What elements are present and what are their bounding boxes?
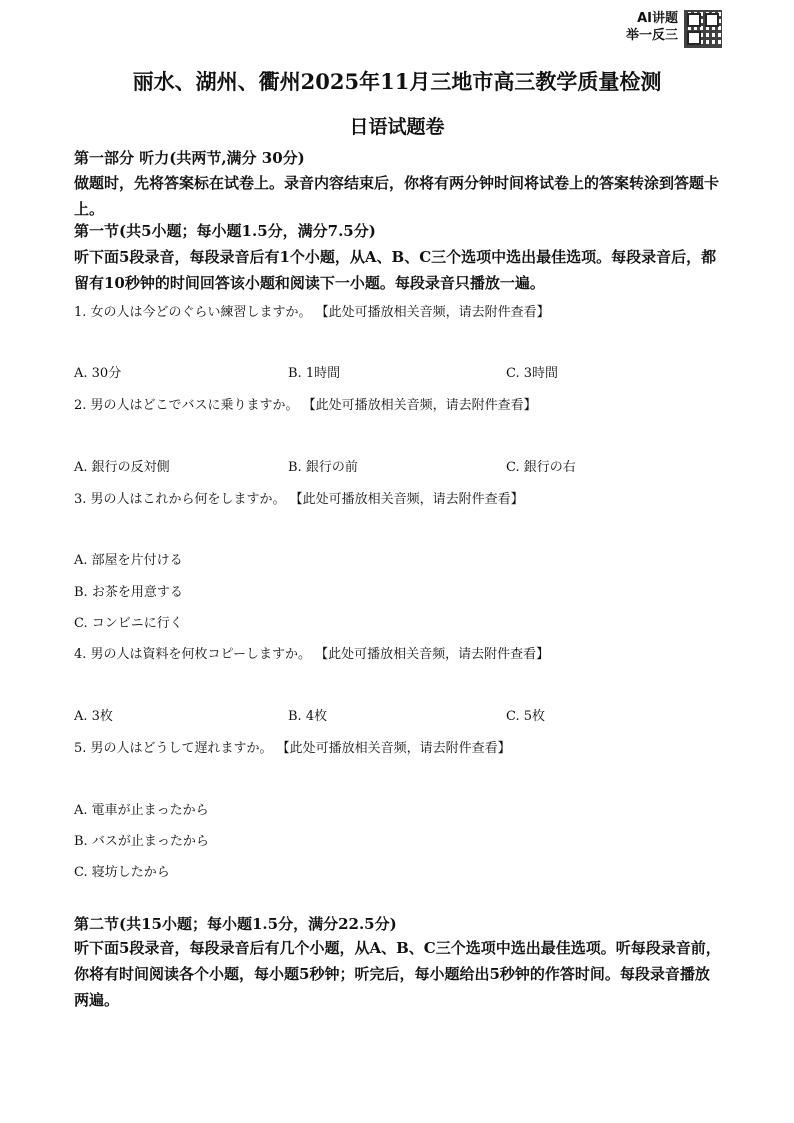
- q1-option-c: C. 3時間: [506, 366, 559, 381]
- q3-option-b: B. お茶を用意する: [74, 585, 183, 600]
- question-4: 4. 男の人は資料を何枚コピーしますか。 【此处可播放相关音频，请去附件查看】: [74, 647, 550, 662]
- q4-option-a: A. 3枚: [74, 709, 113, 724]
- question-1: 1. 女の人は今どのぐらい練習しますか。 【此处可播放相关音频，请去附件查看】: [74, 305, 550, 320]
- q5-option-c: C. 寝坊したから: [74, 865, 170, 880]
- q1-option-a: A. 30分: [74, 366, 122, 381]
- section1-heading: 第一节(共5小题；每小题1.5分，满分7.5分): [74, 222, 376, 240]
- q5-option-a: A. 電車が止まったから: [74, 803, 209, 818]
- q3-option-c: C. コンビニに行く: [74, 616, 183, 631]
- badge-label: [614, 10, 678, 44]
- q2-option-c: C. 銀行の右: [506, 460, 576, 475]
- q2-option-b: B. 銀行の前: [288, 460, 358, 475]
- q1-option-b: B. 1時間: [288, 366, 341, 381]
- q5-option-b: B. バスが止まったから: [74, 834, 209, 849]
- q4-option-c: C. 5枚: [506, 709, 546, 724]
- badge-line1: AI讲题: [637, 11, 678, 26]
- q4-option-b: B. 4枚: [288, 709, 328, 724]
- part1-heading: 第一部分 听力(共两节,满分 30分): [74, 149, 305, 167]
- section2-instruction: 听下面5段录音，每段录音后有几个小题，从A、B、C三个选项中选出最佳选项。听每段录音前，你将有时间阅读各个小题，每小题5秒钟；听完后，每小题给出5秒钟的作答时间。每段录音播放两遍。: [74, 939, 721, 1009]
- question-2: 2. 男の人はどこでバスに乗りますか。 【此处可播放相关音频，请去附件查看】: [74, 398, 537, 413]
- q2-option-a: A. 銀行の反対側: [74, 460, 170, 475]
- section1-instruction: 听下面5段录音，每段录音后有1个小题，从A、B、C三个选项中选出最佳选项。每段录音后，都留有10秒钟的时间回答该小题和阅读下一小题。每段录音只播放一遍。: [74, 248, 717, 292]
- question-5: 5. 男の人はどうして遅れますか。 【此处可播放相关音频，请去附件查看】: [74, 741, 511, 756]
- page-title: 丽水、湖州、衢州2025年11月三地市高三教学质量检测: [132, 69, 662, 94]
- section2-heading: 第二节(共15小题；每小题1.5分，满分22.5分): [74, 915, 397, 933]
- badge-line2: 举一反三: [625, 28, 678, 43]
- qr-code-icon[interactable]: [684, 10, 722, 48]
- q3-option-a: A. 部屋を片付ける: [74, 553, 183, 568]
- question-3: 3. 男の人はこれから何をしますか。 【此处可播放相关音频，请去附件查看】: [74, 492, 524, 507]
- page-subtitle: 日语试题卷: [349, 116, 445, 138]
- part1-instruction: 做题时，先将答案标在试卷上。录音内容结束后，你将有两分钟时间将试卷上的答案转涂到答题卡上。: [74, 174, 720, 218]
- ai-badge[interactable]: [614, 10, 726, 48]
